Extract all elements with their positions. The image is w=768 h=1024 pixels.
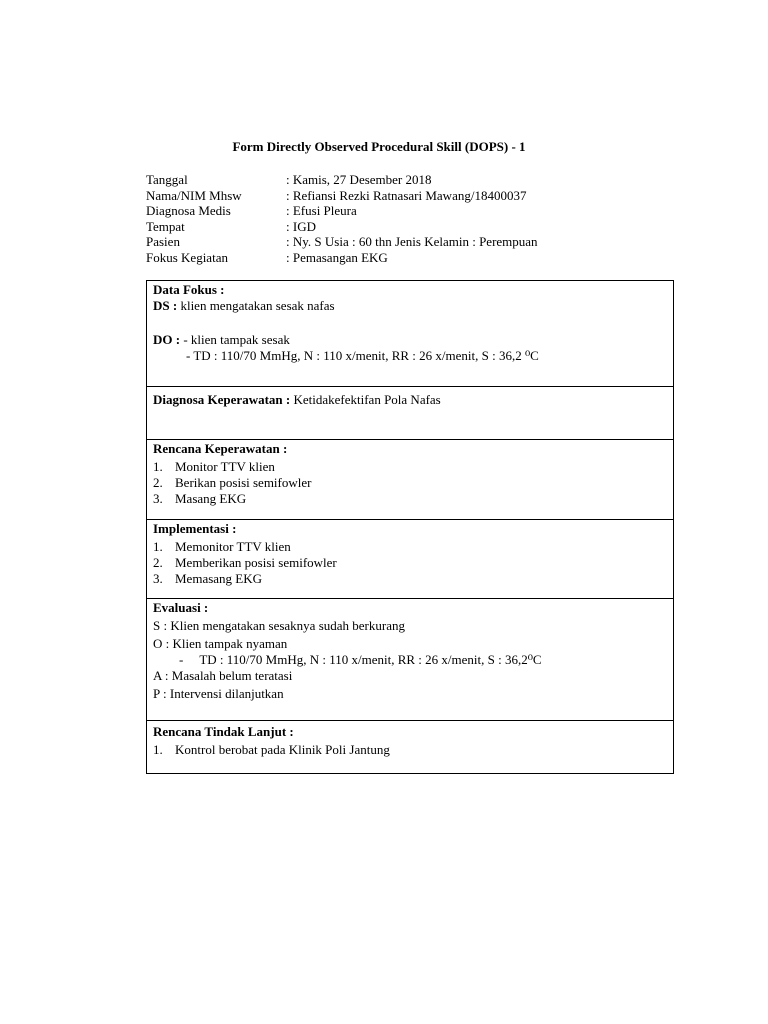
item-text: Memonitor TTV klien	[175, 539, 291, 554]
item-text: Kontrol berobat pada Klinik Poli Jantung	[175, 742, 390, 757]
info-row-fokus-kegiatan	[146, 250, 538, 266]
ds-label: DS :	[153, 298, 178, 313]
do-line	[153, 332, 667, 348]
item-text: Memberikan posisi semifowler	[175, 555, 337, 570]
info-label: Fokus Kegiatan	[146, 249, 228, 265]
tindak-lanjut-heading: Rencana Tindak Lanjut :	[153, 724, 294, 739]
info-value: : IGD	[286, 218, 316, 234]
do-text: - klien tampak sesak	[180, 332, 290, 347]
info-label: Tempat	[146, 218, 185, 234]
item-number: 3.	[153, 571, 163, 586]
page-title: Form Directly Observed Procedural Skill (DOPS) - 1	[232, 139, 526, 154]
list-item	[153, 555, 667, 571]
section-implementasi	[147, 520, 673, 599]
list-item	[153, 459, 667, 475]
list-item	[153, 491, 667, 507]
info-label: Tanggal	[146, 172, 188, 187]
list-item	[153, 742, 667, 758]
evaluasi-objective: O : Klien tampak nyaman	[153, 636, 288, 651]
list-item	[153, 539, 667, 555]
info-value: : Efusi Pleura	[286, 203, 357, 218]
evaluasi-heading: Evaluasi :	[153, 600, 209, 615]
info-value: : Ny. S Usia : 60 thn Jenis Kelamin : Perempuan	[286, 234, 538, 249]
item-number: 2.	[153, 475, 163, 490]
rencana-heading: Rencana Keperawatan :	[153, 441, 288, 456]
info-row-tanggal	[146, 172, 538, 188]
item-number: 2.	[153, 555, 163, 570]
item-number: 3.	[153, 491, 163, 506]
info-value: : Pemasangan EKG	[286, 249, 388, 265]
section-diagnosa-keperawatan	[147, 387, 673, 440]
section-rencana-tindak-lanjut	[147, 721, 673, 773]
item-text: Monitor TTV klien	[175, 459, 275, 474]
item-text: Masang EKG	[175, 491, 247, 506]
ds-line	[153, 298, 667, 314]
implementasi-heading: Implementasi :	[153, 521, 237, 536]
diagnosa-label: Diagnosa Keperawatan :	[153, 392, 291, 407]
info-label: Nama/NIM Mhsw	[146, 187, 242, 203]
rencana-list	[153, 459, 667, 507]
dops-form-table	[146, 280, 674, 774]
info-value: : Refiansi Rezki Ratnasari Mawang/18400037	[286, 187, 527, 203]
diagnosa-text: Ketidakefektifan Pola Nafas	[290, 392, 441, 407]
info-row-diagnosa-medis	[146, 203, 538, 219]
info-row-nama	[146, 188, 538, 204]
list-item	[153, 571, 667, 587]
item-number: 1.	[153, 742, 163, 757]
evaluasi-plan: P : Intervensi dilanjutkan	[153, 686, 284, 701]
do-vitals: - TD : 110/70 MmHg, N : 110 x/menit, RR : 26 x/menit, S : 36,2 ⁰C	[186, 348, 539, 363]
info-label: Diagnosa Medis	[146, 203, 231, 218]
item-text: Berikan posisi semifowler	[175, 475, 312, 490]
evaluasi-vitals: - TD : 110/70 MmHg, N : 110 x/menit, RR : 26 x/menit, S : 36,2⁰C	[179, 652, 542, 667]
ds-text: klien mengatakan sesak nafas	[177, 298, 335, 313]
implementasi-list	[153, 539, 667, 587]
info-row-tempat	[146, 219, 538, 235]
section-rencana-keperawatan	[147, 440, 673, 520]
data-fokus-heading: Data Fokus :	[153, 282, 225, 297]
info-value: : Kamis, 27 Desember 2018	[286, 172, 432, 187]
info-label: Pasien	[146, 234, 180, 249]
spacer	[153, 314, 667, 332]
item-number: 1.	[153, 539, 163, 554]
list-item	[153, 475, 667, 491]
tindak-lanjut-list	[153, 742, 667, 758]
section-data-fokus	[147, 281, 673, 387]
item-number: 1.	[153, 459, 163, 474]
patient-info	[146, 172, 538, 265]
do-label: DO :	[153, 332, 181, 347]
info-row-pasien	[146, 234, 538, 250]
evaluasi-subjective: S : Klien mengatakan sesaknya sudah berkurang	[153, 618, 405, 633]
item-text: Memasang EKG	[175, 571, 263, 586]
diagnosa-line	[153, 392, 667, 408]
evaluasi-assessment: A : Masalah belum teratasi	[153, 668, 293, 683]
section-evaluasi	[147, 599, 673, 721]
